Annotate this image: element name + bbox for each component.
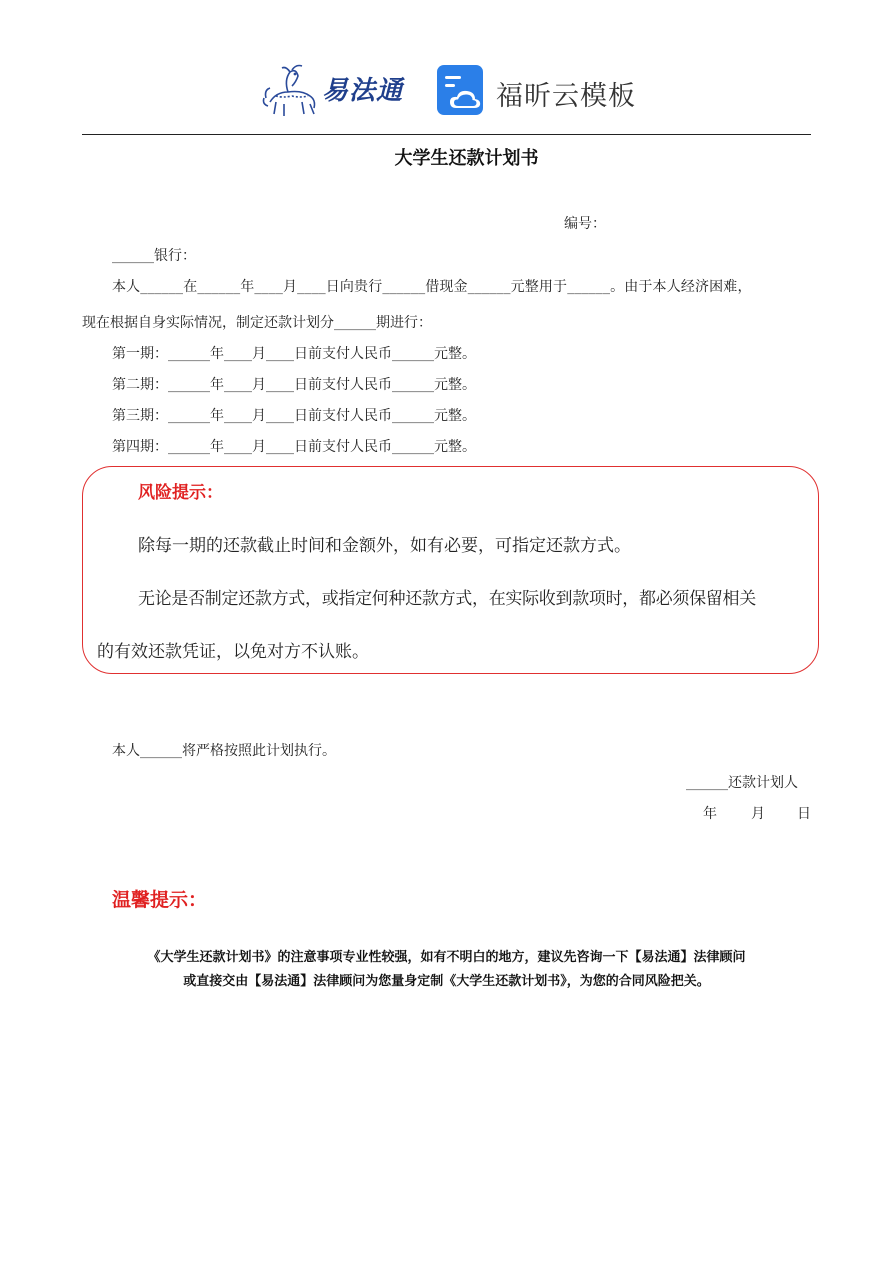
period-line: 第三期：______年____月____日前支付人民币______元整。 <box>112 408 476 424</box>
commitment-line: 本人______将严格按照此计划执行。 <box>112 743 336 759</box>
warm-tip-line-2: 或直接交由【易法通】法律顾问为您量身定制《大学生还款计划书》，为您的合同风险把关。 <box>183 974 710 989</box>
document-number-label: 编号： <box>564 216 606 232</box>
risk-paragraph-2-line-1: 无论是否制定还款方式，或指定何种还款方式，在实际收到款项时，都必须保留相关 <box>138 589 756 609</box>
date-day: 日 <box>797 806 811 822</box>
fuxin-brand-text: 福昕云模板 <box>496 81 636 112</box>
date-month: 月 <box>751 806 765 822</box>
period-line: 第四期：______年____月____日前支付人民币______元整。 <box>112 439 476 455</box>
date-year: 年 <box>703 806 717 822</box>
header-divider <box>82 134 811 135</box>
qilin-icon <box>262 62 322 118</box>
paragraph-line-2: 现在根据自身实际情况，制定还款计划分______期进行： <box>82 315 432 331</box>
warm-tip-title: 温馨提示： <box>112 889 208 911</box>
warm-tip-line-1: 《大学生还款计划书》的注意事项专业性较强，如有不明白的地方，建议先咨询一下【易法通】法律顾问 <box>147 950 746 965</box>
yifatong-logo <box>262 62 417 118</box>
period-line: 第二期：______年____月____日前支付人民币______元整。 <box>112 377 476 393</box>
cloud-doc-icon <box>436 64 484 116</box>
period-line: 第一期：______年____月____日前支付人民币______元整。 <box>112 346 476 362</box>
risk-paragraph-2-line-2: 的有效还款凭证，以免对方不认账。 <box>97 642 369 662</box>
document-title: 大学生还款计划书 <box>394 148 539 169</box>
paragraph-line-1: 本人______在______年____月____日向贵行______借现金______元整用于______。由于本人经济困难， <box>112 279 752 295</box>
signer-line: ______还款计划人 <box>686 775 798 791</box>
risk-paragraph-1: 除每一期的还款截止时间和金额外，如有必要，可指定还款方式。 <box>138 536 631 556</box>
risk-notice-title: 风险提示： <box>138 483 223 503</box>
bank-line: ______银行： <box>112 248 196 264</box>
fuxin-logo <box>436 64 636 118</box>
yifatong-brand-text: 易法通 <box>322 76 404 106</box>
